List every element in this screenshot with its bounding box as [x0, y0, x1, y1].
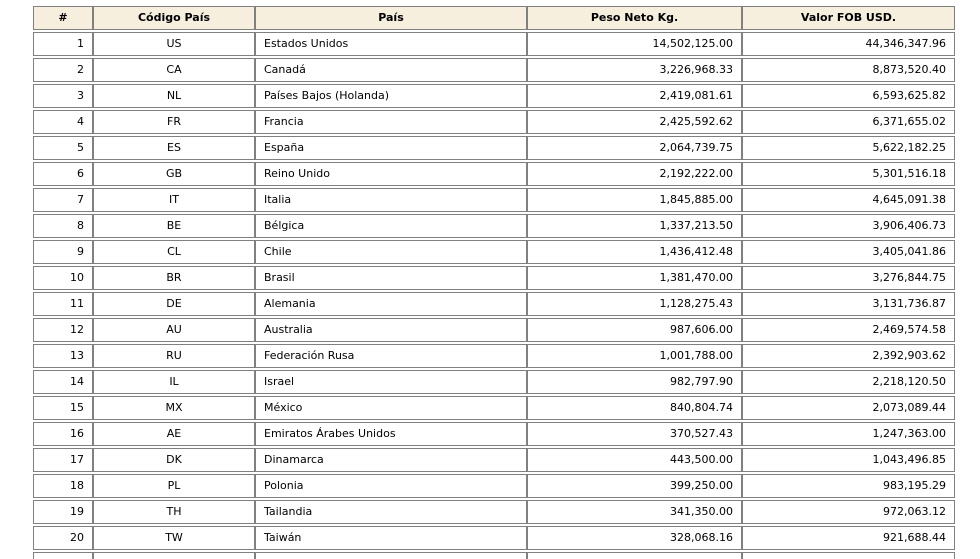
cell-fob-value: 5,622,182.25 [742, 136, 955, 160]
table-row [33, 370, 955, 394]
table-row [33, 32, 955, 56]
cell-country-code: IL [93, 370, 255, 394]
cell-country-name: Australia [255, 318, 527, 342]
cell-net-weight: 2,425,592.62 [527, 110, 742, 134]
cell-net-weight: 2,192,222.00 [527, 162, 742, 186]
cell-net-weight: 341,350.00 [527, 500, 742, 524]
cell-fob-value: 3,906,406.73 [742, 214, 955, 238]
table-row [33, 396, 955, 420]
cell-country-name: Tailandia [255, 500, 527, 524]
cell-net-weight: 1,337,213.50 [527, 214, 742, 238]
table-row [33, 240, 955, 264]
cell-country-code: CL [93, 240, 255, 264]
table-row [33, 344, 955, 368]
countries-export-table [33, 4, 955, 559]
cell-fob-value: 1,043,496.85 [742, 448, 955, 472]
table-row [33, 162, 955, 186]
cell-net-weight: 1,128,275.43 [527, 292, 742, 316]
cell-country-name: Canadá [255, 58, 527, 82]
cell-country-name: México [255, 396, 527, 420]
cell-country-code: TH [93, 500, 255, 524]
cell-rank: 1 [33, 32, 93, 56]
cell-fob-value: 5,301,516.18 [742, 162, 955, 186]
column-header-code: Código País [93, 6, 255, 30]
cell-net-weight: 370,527.43 [527, 422, 742, 446]
cell-country-code: AE [93, 422, 255, 446]
cell-country-name: Polonia [255, 474, 527, 498]
table-row [33, 422, 955, 446]
cell-rank: 2 [33, 58, 93, 82]
column-header-net-weight: Peso Neto Kg. [527, 6, 742, 30]
table-row [33, 474, 955, 498]
cell-country-name: Bélgica [255, 214, 527, 238]
cell-country-code: IT [93, 188, 255, 212]
cell-net-weight: 840,804.74 [527, 396, 742, 420]
cell-net-weight: 328,068.16 [527, 526, 742, 550]
cell-rank: 14 [33, 370, 93, 394]
table-row [33, 552, 955, 559]
cell-country-code: BE [93, 214, 255, 238]
table-row [33, 318, 955, 342]
cell-net-weight: 982,797.90 [527, 370, 742, 394]
cell-fob-value: 921,688.44 [742, 526, 955, 550]
cell-fob-value: 972,063.12 [742, 500, 955, 524]
cell-country-name: Emiratos Árabes Unidos [255, 422, 527, 446]
table-row [33, 448, 955, 472]
cell-fob-value: 44,346,347.96 [742, 32, 955, 56]
cell-net-weight: 2,064,739.75 [527, 136, 742, 160]
cell-rank: 16 [33, 422, 93, 446]
table-row [33, 58, 955, 82]
cell-country-name: Dinamarca [255, 448, 527, 472]
cell-net-weight: 987,606.00 [527, 318, 742, 342]
cell-country-name: Italia [255, 188, 527, 212]
cell-fob-value: 3,405,041.86 [742, 240, 955, 264]
cell-net-weight: 399,250.00 [527, 474, 742, 498]
cell-fob-value: 2,218,120.50 [742, 370, 955, 394]
table-body [33, 32, 955, 559]
cell-country-code [93, 552, 255, 559]
column-header-rank: # [33, 6, 93, 30]
table-row [33, 526, 955, 550]
cell-country-code: CA [93, 58, 255, 82]
cell-fob-value: 983,195.29 [742, 474, 955, 498]
table-row [33, 110, 955, 134]
cell-rank: 17 [33, 448, 93, 472]
cell-rank: 6 [33, 162, 93, 186]
cell-fob-value: 2,073,089.44 [742, 396, 955, 420]
cell-fob-value: 8,873,520.40 [742, 58, 955, 82]
cell-rank [33, 552, 93, 559]
table-row [33, 292, 955, 316]
cell-net-weight: 1,001,788.00 [527, 344, 742, 368]
cell-net-weight: 3,226,968.33 [527, 58, 742, 82]
cell-country-name: Chile [255, 240, 527, 264]
table-header [33, 6, 955, 30]
cell-country-name: Israel [255, 370, 527, 394]
cell-country-name: Brasil [255, 266, 527, 290]
cell-country-code: GB [93, 162, 255, 186]
table-row [33, 500, 955, 524]
cell-rank: 9 [33, 240, 93, 264]
cell-country-name [255, 552, 527, 559]
cell-fob-value: 3,131,736.87 [742, 292, 955, 316]
cell-net-weight: 2,419,081.61 [527, 84, 742, 108]
cell-rank: 10 [33, 266, 93, 290]
cell-net-weight: 14,502,125.00 [527, 32, 742, 56]
table-row [33, 188, 955, 212]
column-header-fob-value: Valor FOB USD. [742, 6, 955, 30]
cell-rank: 11 [33, 292, 93, 316]
cell-country-code: US [93, 32, 255, 56]
cell-country-name: Federación Rusa [255, 344, 527, 368]
cell-fob-value: 1,247,363.00 [742, 422, 955, 446]
cell-fob-value: 6,371,655.02 [742, 110, 955, 134]
cell-country-code: DK [93, 448, 255, 472]
cell-rank: 20 [33, 526, 93, 550]
cell-rank: 3 [33, 84, 93, 108]
cell-country-code: RU [93, 344, 255, 368]
table-row [33, 214, 955, 238]
cell-country-code: ES [93, 136, 255, 160]
cell-net-weight: 1,381,470.00 [527, 266, 742, 290]
table-header-row [33, 6, 955, 30]
cell-net-weight: 1,845,885.00 [527, 188, 742, 212]
cell-net-weight [527, 552, 742, 559]
cell-rank: 7 [33, 188, 93, 212]
cell-country-name: Alemania [255, 292, 527, 316]
cell-rank: 8 [33, 214, 93, 238]
table-row [33, 136, 955, 160]
cell-rank: 12 [33, 318, 93, 342]
table-row [33, 266, 955, 290]
cell-rank: 13 [33, 344, 93, 368]
cell-country-code: AU [93, 318, 255, 342]
cell-country-name: Reino Unido [255, 162, 527, 186]
cell-country-name: Estados Unidos [255, 32, 527, 56]
cell-fob-value: 6,593,625.82 [742, 84, 955, 108]
cell-country-name: Países Bajos (Holanda) [255, 84, 527, 108]
cell-country-name: Taiwán [255, 526, 527, 550]
table-row [33, 84, 955, 108]
cell-rank: 18 [33, 474, 93, 498]
cell-country-code: DE [93, 292, 255, 316]
cell-fob-value: 2,392,903.62 [742, 344, 955, 368]
cell-fob-value: 2,469,574.58 [742, 318, 955, 342]
column-header-country: País [255, 6, 527, 30]
cell-rank: 15 [33, 396, 93, 420]
cell-fob-value: 3,276,844.75 [742, 266, 955, 290]
cell-country-code: NL [93, 84, 255, 108]
cell-country-name: Francia [255, 110, 527, 134]
cell-net-weight: 443,500.00 [527, 448, 742, 472]
cell-country-code: TW [93, 526, 255, 550]
cell-country-name: España [255, 136, 527, 160]
cell-fob-value: 4,645,091.38 [742, 188, 955, 212]
cell-rank: 4 [33, 110, 93, 134]
cell-rank: 5 [33, 136, 93, 160]
cell-country-code: PL [93, 474, 255, 498]
cell-rank: 19 [33, 500, 93, 524]
cell-country-code: MX [93, 396, 255, 420]
cell-fob-value [742, 552, 955, 559]
cell-net-weight: 1,436,412.48 [527, 240, 742, 264]
cell-country-code: FR [93, 110, 255, 134]
cell-country-code: BR [93, 266, 255, 290]
